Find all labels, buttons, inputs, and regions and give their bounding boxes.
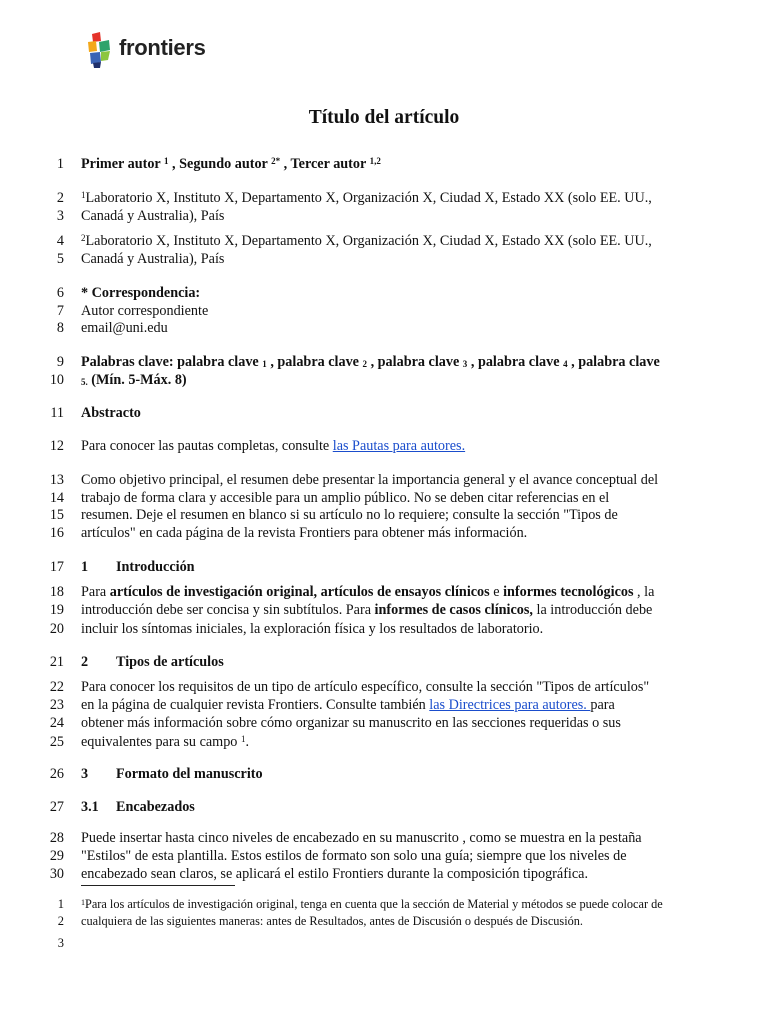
line-number: 13 xyxy=(49,472,64,488)
section-number: 2 xyxy=(81,654,89,670)
author-affiliation-sup: 1 xyxy=(164,156,169,166)
affiliation-line xyxy=(81,232,701,250)
body-text: e xyxy=(489,584,504,600)
correspondence-email: email@uni.edu xyxy=(81,320,168,336)
line-number: 10 xyxy=(49,372,64,388)
body-line xyxy=(81,733,701,751)
keywords-limits: (Mín. 5-Máx. 8) xyxy=(87,372,187,388)
keyword: palabra clave xyxy=(177,354,259,370)
frontiers-logo-text: frontiers xyxy=(119,35,206,60)
section-number: 3 xyxy=(81,766,89,782)
body-text: introducción debe ser concisa y sin subtítulos. Para xyxy=(81,602,375,618)
line-number: 16 xyxy=(49,525,64,541)
line-number: 29 xyxy=(49,848,64,864)
body-line: obtener más información sobre cómo organizar su manuscrito en las secciones requeridas o sus xyxy=(81,715,621,731)
section-number: 1 xyxy=(81,559,89,575)
keyword: palabra clave xyxy=(477,354,560,370)
affiliation-line xyxy=(81,189,701,207)
body-line: encabezado sean claros, se aplicará el estilo Frontiers durante la composición tipográfica. xyxy=(81,866,588,882)
body-line: Para conocer los requisitos de un tipo de artículo específico, consulte la sección "Tipos de artículos" xyxy=(81,679,650,695)
section-title: Formato del manuscrito xyxy=(116,766,263,782)
line-number: 14 xyxy=(49,490,64,506)
footnote-separator xyxy=(81,885,235,886)
article-title: Título del artículo xyxy=(308,107,460,128)
body-line xyxy=(81,583,701,601)
line-number: 9 xyxy=(56,354,64,370)
abstract-guidelines xyxy=(81,437,701,455)
keyword-sub: 3 xyxy=(462,359,468,369)
author-guidelines-link[interactable]: las Directrices para autores. xyxy=(429,697,591,713)
section-heading xyxy=(81,558,701,576)
keyword-separator: , xyxy=(266,354,278,370)
line-number: 28 xyxy=(49,830,64,846)
keyword: palabra clave xyxy=(277,354,359,370)
bold-text: informes de casos clínicos, xyxy=(374,602,533,618)
keyword-sub: 5. xyxy=(81,377,88,387)
footnote-sup: 1 xyxy=(81,898,85,907)
body-text: equivalentes para su campo xyxy=(81,734,241,750)
body-line: "Estilos" de esta plantilla. Estos estilos de formato son solo una guía; siempre que los niveles de xyxy=(81,848,627,864)
keyword-separator: , xyxy=(567,354,579,370)
affiliation-line: Canadá y Australia), País xyxy=(81,251,225,267)
line-number: 30 xyxy=(49,866,64,882)
affiliation-text: Laboratorio X, Instituto X, Departamento X, Organización X, Ciudad X, Estado XX (solo EE. UU., xyxy=(85,233,652,249)
line-number: 2 xyxy=(57,914,64,928)
line-number: 8 xyxy=(56,320,64,336)
keyword: palabra clave xyxy=(578,354,660,370)
section-title: Introducción xyxy=(116,559,195,575)
footnote-line: cualquiera de las siguientes maneras: antes de Resultados, antes de Discusión o después de Discusión. xyxy=(81,914,583,928)
line-number: 12 xyxy=(49,438,64,454)
body-line: incluir los síntomas iniciales, la exploración física y los resultados de laboratorio. xyxy=(81,621,544,637)
abstract-heading: Abstracto xyxy=(81,405,141,421)
line-number: 2 xyxy=(56,190,64,206)
section-title: Encabezados xyxy=(116,799,195,815)
line-number: 15 xyxy=(49,507,64,523)
line-number: 7 xyxy=(56,303,64,319)
correspondence-heading: * Correspondencia: xyxy=(81,285,201,301)
body-text: . xyxy=(245,734,249,750)
affiliation-sup: 2 xyxy=(81,233,86,243)
body-line xyxy=(81,601,701,619)
abstract-line: Como objetivo principal, el resumen debe presentar la importancia general y el avance conceptual del xyxy=(81,472,659,488)
correspondence-name: Autor correspondiente xyxy=(81,303,209,319)
body-line: Puede insertar hasta cinco niveles de encabezado en su manuscrito , como se muestra en la pestaña xyxy=(81,830,642,846)
line-number: 21 xyxy=(49,654,64,670)
keyword-sub: 2 xyxy=(362,359,368,369)
subsection-heading xyxy=(81,798,701,816)
abstract-line: artículos" en cada página de la revista Frontiers para obtener más información. xyxy=(81,525,528,541)
body-text: Para xyxy=(81,584,110,600)
line-number: 26 xyxy=(49,766,64,782)
body-line xyxy=(81,696,701,714)
keyword-separator: , xyxy=(467,354,478,370)
section-title: Tipos de artículos xyxy=(116,654,224,670)
keywords-line xyxy=(81,371,701,389)
line-number: 27 xyxy=(49,799,64,815)
guidelines-link[interactable]: las Pautas para autores. xyxy=(332,438,466,454)
author-name: , Segundo autor xyxy=(172,156,268,172)
author-line xyxy=(81,155,701,173)
line-number: 17 xyxy=(49,559,64,575)
keyword-separator: , xyxy=(367,354,378,370)
body-text: para xyxy=(590,697,615,713)
line-number: 1 xyxy=(57,897,64,911)
bold-text: artículos de investigación original, artículos de ensayos clínicos xyxy=(109,584,490,600)
section-number: 3.1 xyxy=(81,799,99,815)
footnote-ref[interactable]: 1 xyxy=(240,734,246,744)
affiliation-text: Laboratorio X, Instituto X, Departamento X, Organización X, Ciudad X, Estado XX (solo EE. UU., xyxy=(85,190,652,206)
frontiers-logo xyxy=(86,30,212,74)
line-number: 3 xyxy=(57,936,64,950)
line-number: 1 xyxy=(56,156,64,172)
keywords-line xyxy=(81,353,701,371)
line-number: 22 xyxy=(49,679,64,695)
line-number: 11 xyxy=(50,405,64,421)
keywords-label: Palabras clave: xyxy=(81,354,178,370)
abstract-line: resumen. Deje el resumen en blanco si su artículo no lo requiere; consulte la sección "Tipos de xyxy=(81,507,618,523)
footnote-line xyxy=(81,896,721,913)
keyword-sub: 1 xyxy=(262,359,267,369)
body-text: , la xyxy=(633,584,655,600)
body-text: la introducción debe xyxy=(532,602,653,618)
line-number: 19 xyxy=(49,602,64,618)
affiliation-line: Canadá y Australia), País xyxy=(81,208,225,224)
guidelines-text: Para conocer las pautas completas, consulte xyxy=(81,438,333,454)
author-affiliation-sup: 2* xyxy=(271,156,281,166)
affiliation-sup: 1 xyxy=(81,190,86,200)
author-name: , Tercer autor xyxy=(283,156,367,172)
keyword: palabra clave xyxy=(377,354,460,370)
footnote-text: Para los artículos de investigación original, tenga en cuenta que la sección de Material y métodos se puede colocar de xyxy=(85,897,663,911)
line-number: 4 xyxy=(56,233,64,249)
author-name: Primer autor xyxy=(81,156,161,172)
body-text: en la página de cualquier revista Frontiers. Consulte también xyxy=(81,697,430,713)
keyword-sub: 4 xyxy=(563,359,568,369)
section-heading xyxy=(81,765,701,783)
line-number: 20 xyxy=(49,621,64,637)
author-affiliation-sup: 1,2 xyxy=(369,156,381,166)
line-number: 18 xyxy=(49,584,64,600)
section-heading xyxy=(81,653,701,671)
line-number: 3 xyxy=(56,208,64,224)
line-number: 6 xyxy=(56,285,64,301)
line-number: 24 xyxy=(49,715,64,731)
bold-text: informes tecnológicos xyxy=(503,584,634,600)
line-number: 25 xyxy=(49,734,64,750)
frontiers-logo-icon xyxy=(86,30,116,70)
abstract-line: trabajo de forma clara y accesible para un amplio público. No se deben citar referencias en el xyxy=(81,490,610,506)
line-number: 23 xyxy=(49,697,64,713)
line-number: 5 xyxy=(56,251,64,267)
